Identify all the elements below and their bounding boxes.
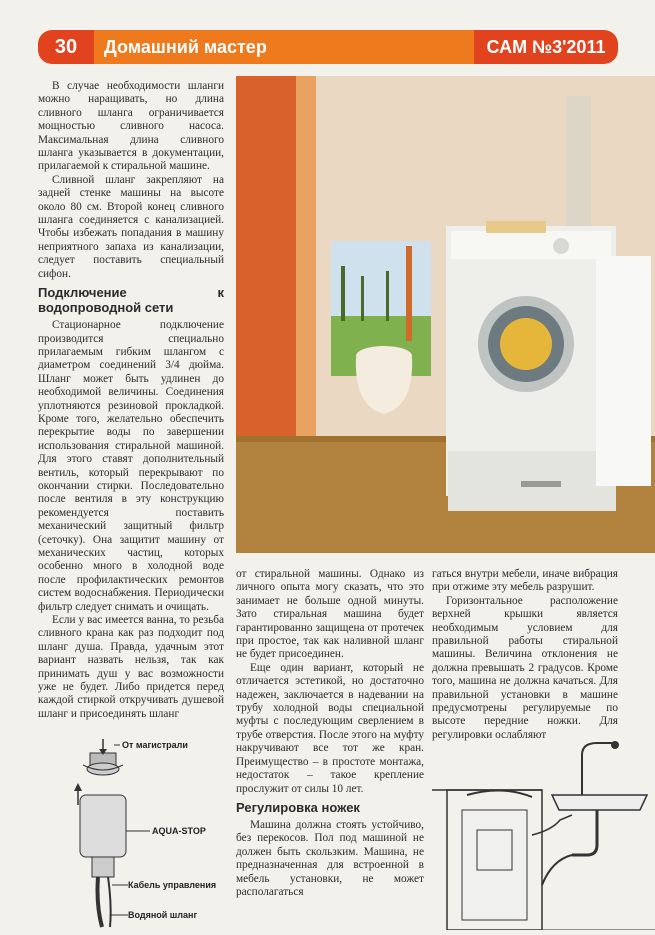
paragraph: Сливной шланг закрепляют на задней стенке машины на высоте около 80 см. Второй конец сливного шланга соединяется с канализацией. Чтобы избежать попадания в машину неприятного запаха из канализации, следует поставить специальный сифон. (38, 173, 224, 280)
paragraph: от стиральной машины. Однако из личного опыта могу сказать, что это занимает не больше одной минуты. Зато стиральная машина будет гарантированно защищена от протечек при простое, так как наливной шланг не будет присоединен. (236, 568, 424, 661)
paragraph: Горизонтальное расположение верхней крышки является необходимым условием для правильной работы стиральной машины. Величина отклонения не должна превышать 2 градусов. Кроме того, машина не должна качаться. Для правильной установки в машине предусмотрены регулируемые по высоте передние ножки. Для регулировки ослабляют (432, 594, 618, 741)
paragraph: гаться внутри мебели, иначе вибрация при отжиме эту мебель разрушит. (432, 568, 618, 594)
page-header (38, 30, 618, 64)
subheading-leg-adjustment: Регулировка ножек (236, 799, 360, 815)
page-number: 30 (38, 30, 94, 64)
subheading-water-connection: Подключение к водопроводной сети (38, 285, 224, 316)
installation-diagram (432, 735, 655, 930)
paragraph: Стационарное подключение производится специально прилагаемым гибким шлангом с диаметром соединений 3/4 дюйма. Шланг может быть удлинен до необходимой величины. Соединения уплотняются резиновой прокладкой. Кроме того, желательно обеспечить перекрытие воды по завершении использования стиральной машиной. Для этого ставят дополнительный вентиль, который перекрывают по окончании стирки. Последовательно после вентиля в эту конструкцию рекомендуется поставить механический защитный фильтр (сеточку). Она защитит машину от механических частиц, которых особенно много в холодной воде после профилактических ремонтов систем водоснабжения. Периодически фильтр следует снимать и очищать. (38, 319, 224, 613)
text-column-1 (38, 80, 224, 721)
section-title: Домашний мастер (94, 30, 474, 64)
aquastop-diagram (40, 735, 230, 930)
label-control-cable: Кабель управления (128, 880, 217, 890)
magazine-issue: САМ №3'2011 (474, 30, 618, 64)
paragraph: В случае необходимости шланги можно наращивать, но длина сливного шланга ограничивается мощностью сливного насоса. Максимальная длина сливного шланга указывается в документации, прилагаемой к стиральной машине. (38, 80, 224, 173)
text-column-2 (236, 568, 424, 899)
text-column-3 (432, 568, 618, 742)
label-aquastop: AQUA-STOP (152, 826, 206, 836)
label-water-hose: Водяной шланг (128, 910, 198, 920)
washing-machine-photo (236, 76, 655, 553)
paragraph: Машина должна стоять устойчиво, без перекосов. Пол под машиной не должен быть скользким. Машина, не предназначенная для встроенной в мебель установки, не может располагаться (236, 818, 424, 898)
label-from-main: От магистрали (122, 740, 188, 750)
paragraph: Если у вас имеется ванна, то резьба сливного крана как раз подходит под шланг душа. Правда, удачным этот вариант назвать нельзя, так как принимать душ у вас возможности уже не будет. Либо придется перед каждой стиркой откручивать душевой шланг и присоединять шланг (38, 614, 224, 720)
paragraph: Еще один вариант, который не отличается эстетикой, но достаточно надежен, заключается в надевании на трубу холодной воды специальной муфты с последующим сверлением в трубе отверстия. После этого на муфту накручивают все тот же кран. Преимущество – в простоте монтажа, недостаток – такое крепление прослужит от силы 10 лет. (236, 661, 424, 795)
